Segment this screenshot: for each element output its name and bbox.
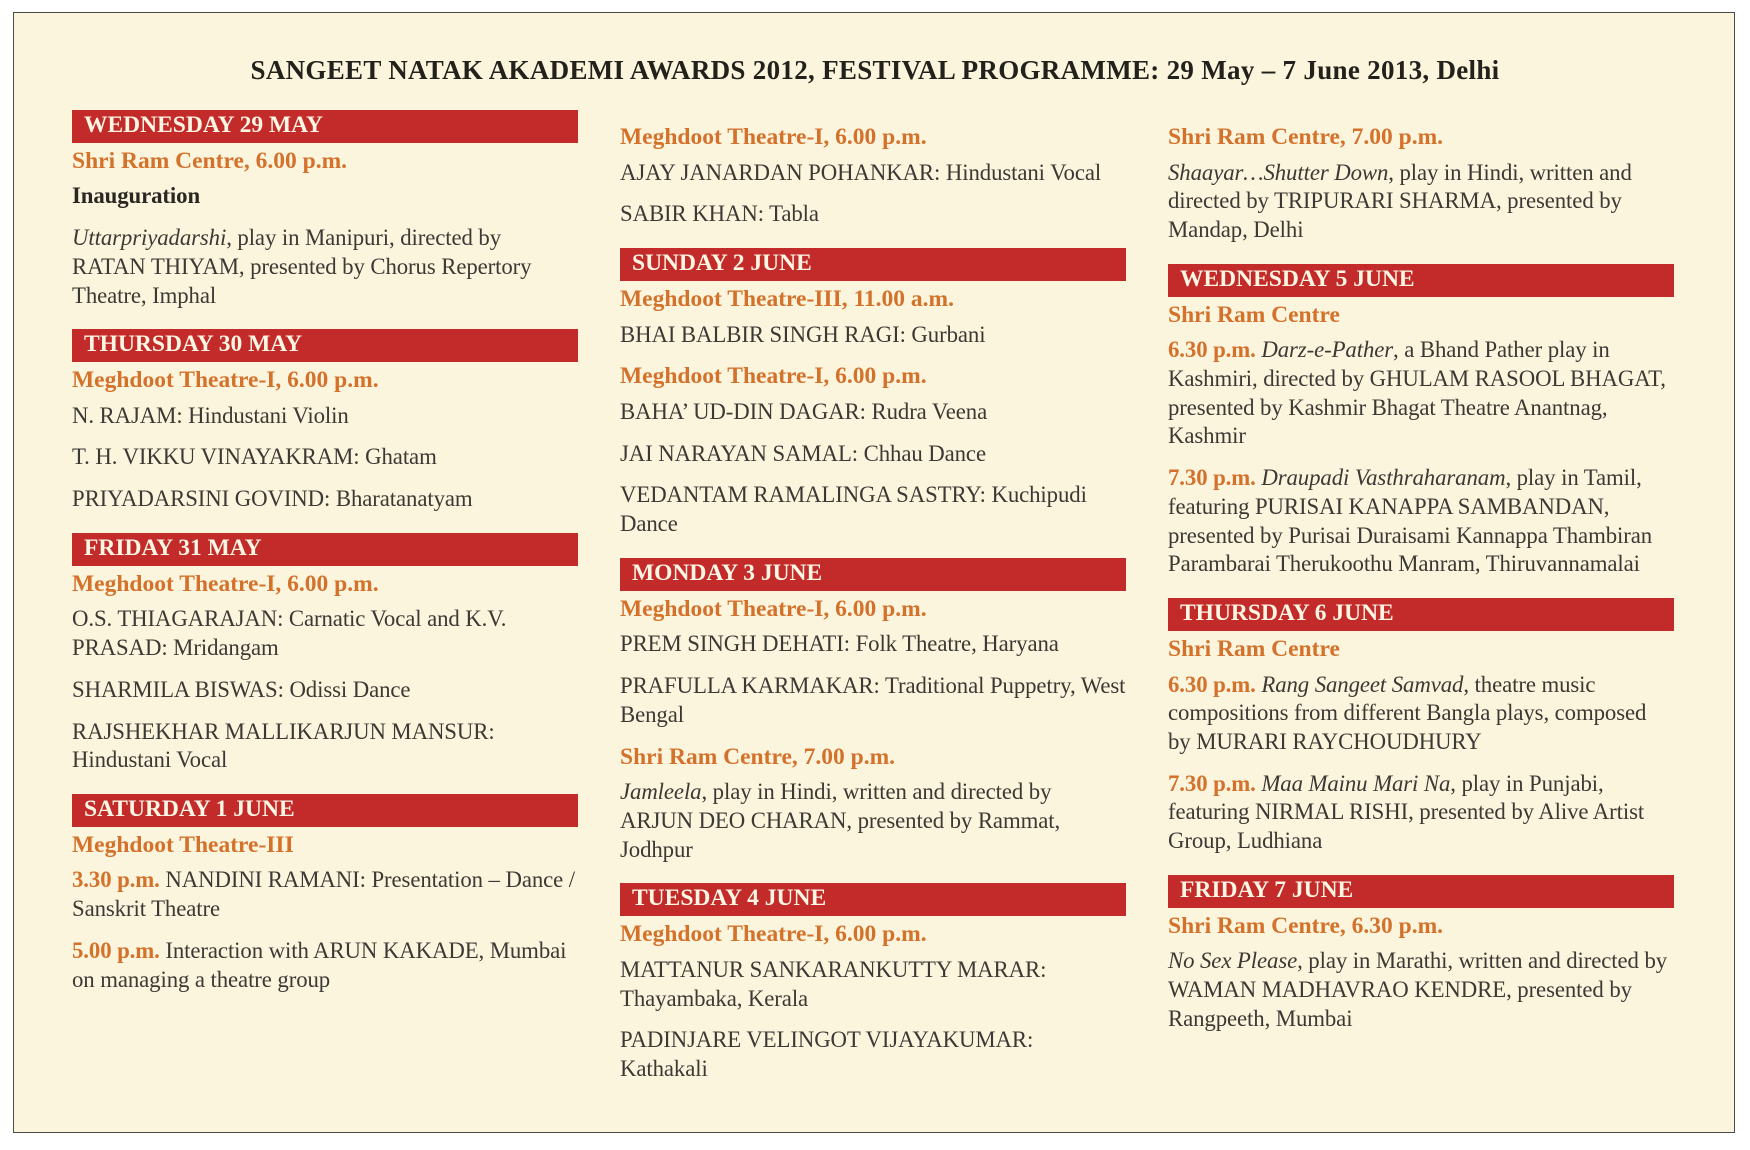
day-header-bar [72,533,578,566]
day-header-label: THURSDAY 30 MAY [84,331,303,358]
day-header-bar [1168,264,1674,297]
event-entry [620,398,1126,427]
event-entry [72,937,578,994]
event-text-time: 7.30 p.m. [1168,770,1262,796]
venue-time-line: Shri Ram Centre, 7.00 p.m. [1168,124,1444,150]
event-text-plain: , play in Manipuri, directed by RATAN THIYAM, presented by Chorus Repertory Theatre, Imphal [72,225,532,308]
day-header-bar [1168,875,1674,908]
venue-time-line: Shri Ram Centre, 6.30 p.m. [1168,912,1444,939]
programme-sheet [13,12,1735,1133]
event-text-plain: , play in Tamil, featuring PURISAI KANAPPA SAMBANDAN, presented by Purisai Duraisami Kannappa Thambiran Parambarai Therukoothu Manram, Thiruvannamalai [1168,465,1653,577]
event-entry [620,778,1126,864]
day-header-label: MONDAY 3 JUNE [632,559,823,586]
day-header-label: FRIDAY 31 MAY [84,534,262,561]
event-text-italic: No Sex Please [1168,948,1298,974]
event-text-plain: JAI NARAYAN SAMAL: Chhau Dance [620,440,986,466]
event-entry [72,605,578,662]
event-entry [1168,770,1674,856]
event-text-italic: Uttarpriyadarshi [72,225,227,251]
event-text-plain: PREM SINGH DEHATI: Folk Theatre, Haryana [620,631,1059,657]
venue-time-line: Meghdoot Theatre-I, 6.00 p.m. [620,363,927,390]
event-entry [1168,159,1674,245]
event-text-plain: T. H. VIKKU VINAYAKRAM: Ghatam [72,444,437,470]
event-text-plain: PRIYADARSINI GOVIND: Bharatanatyam [72,486,473,512]
event-text-italic: Rang Sangeet Samvad [1261,671,1464,697]
venue-time-line: Shri Ram Centre [1168,301,1340,328]
venue-time-line: Meghdoot Theatre-I, 6.00 p.m. [72,367,379,394]
event-entry [72,443,578,472]
day-header-label: WEDNESDAY 5 JUNE [1180,265,1415,292]
venue-time-line: Meghdoot Theatre-I, 6.00 p.m. [620,921,927,948]
event-text-plain: , theatre music compositions from different Bangla plays, composed by MURARI RAYCHOUDHURY [1168,671,1647,754]
event-text-plain: NANDINI RAMANI: Presentation – Dance / Sanskrit Theatre [72,867,576,922]
event-entry [620,956,1126,1013]
event-text-plain: , a Bhand Pather play in Kashmiri, directed by GHULAM RASOOL BHAGAT, presented by Kashmir Bhagat Theatre Anantnag, Kashmir [1168,337,1666,449]
event-text-time: 3.30 p.m. [72,867,166,893]
event-entry [620,1026,1126,1083]
event-text-plain: SABIR KHAN: Tabla [620,201,819,227]
page-title: SANGEET NATAK AKADEMI AWARDS 2012, FESTIVAL PROGRAMME: 29 May – 7 June 2013, Delhi [250,55,1500,85]
event-text-italic: Maa Mainu Mari Na [1261,770,1451,796]
event-text-plain: , play in Punjabi, featuring NIRMAL RISHI, presented by Alive Artist Group, Ludhiana [1168,770,1645,854]
event-text-plain: Interaction with ARUN KAKADE, Mumbai on managing a theatre group [72,937,567,992]
event-entry [620,440,1126,469]
event-entry [620,672,1126,729]
programme-columns [72,110,1678,1097]
event-text-bold: Inauguration [72,183,201,209]
column-3 [1168,110,1674,1046]
venue-time-line: Meghdoot Theatre-I, 6.00 p.m. [72,570,379,597]
event-entry [72,402,578,431]
day-header-label: WEDNESDAY 29 MAY [84,112,323,138]
event-text-italic: Draupadi Vasthraharanam [1261,465,1506,491]
event-text-time: 6.30 p.m. [1168,671,1262,697]
day-header-label: FRIDAY 7 JUNE [1180,876,1354,903]
event-entry [620,159,1126,188]
event-text-plain: BHAI BALBIR SINGH RAGI: Gurbani [620,321,986,347]
event-text-plain: MATTANUR SANKARANKUTTY MARAR: Thayambaka, Kerala [620,956,1047,1011]
day-header-bar [620,248,1126,281]
column-2 [620,110,1126,1097]
event-entry [1168,671,1674,757]
venue-time-line: Meghdoot Theatre-III, 11.00 a.m. [620,285,955,312]
event-text-plain: PADINJARE VELINGOT VIJAYAKUMAR: Kathakali [620,1027,1034,1081]
event-entry [1168,464,1674,579]
event-entry [1168,947,1674,1033]
day-header-bar [72,329,578,362]
day-header-bar [72,110,578,143]
event-text-plain: N. RAJAM: Hindustani Violin [72,402,349,428]
event-text-plain: RAJSHEKHAR MALLIKARJUN MANSUR: Hindustani Vocal [72,718,495,773]
venue-time-line: Meghdoot Theatre-I, 6.00 p.m. [620,595,927,622]
day-header-label: SUNDAY 2 JUNE [632,250,812,277]
day-header-label: THURSDAY 6 JUNE [1180,600,1394,627]
venue-time-line: Meghdoot Theatre-III [72,831,294,858]
event-entry [1168,336,1674,451]
event-text-time: 5.00 p.m. [72,937,166,963]
programme-content [14,13,1734,1097]
day-header-bar [1168,598,1674,631]
event-text-plain: BAHA’ UD-DIN DAGAR: Rudra Veena [620,399,988,425]
day-header-label: SATURDAY 1 JUNE [84,795,295,822]
event-entry [72,866,578,923]
event-text-plain: AJAY JANARDAN POHANKAR: Hindustani Vocal [620,159,1102,185]
day-header-bar [72,794,578,827]
event-text-plain: PRAFULLA KARMAKAR: Traditional Puppetry, West Bengal [620,673,1126,727]
event-entry [72,182,578,211]
event-entry [620,630,1126,659]
event-text-italic: Darz-e-Pather [1261,337,1394,363]
event-text-time: 6.30 p.m. [1168,337,1262,363]
event-text-plain: VEDANTAM RAMALINGA SASTRY: Kuchipudi Dance [620,482,1087,537]
event-entry [72,676,578,705]
venue-time-line: Shri Ram Centre, 6.00 p.m. [72,147,348,174]
venue-time-line: Meghdoot Theatre-I, 6.00 p.m. [620,124,927,150]
venue-time-line: Shri Ram Centre, 7.00 p.m. [620,743,896,770]
event-entry [72,718,578,775]
event-entry [72,224,578,310]
day-header-bar [620,883,1126,916]
column-1 [72,110,578,1007]
event-text-plain: , play in Hindi, written and directed by TRIPURARI SHARMA, presented by Mandap, Delhi [1168,159,1632,243]
day-header-bar [620,558,1126,591]
event-text-time: 7.30 p.m. [1168,465,1262,491]
event-entry [72,485,578,514]
venue-time-line: Shri Ram Centre [1168,635,1340,662]
event-entry [620,200,1126,229]
event-entry [620,321,1126,350]
day-header-label: TUESDAY 4 JUNE [632,885,827,912]
event-text-italic: Shaayar…Shutter Down [1168,159,1389,185]
event-text-plain: O.S. THIAGARAJAN: Carnatic Vocal and K.V. PRASAD: Mridangam [72,606,507,661]
event-entry [620,481,1126,538]
event-text-plain: , play in Marathi, written and directed by WAMAN MADHAVRAO KENDRE, presented by Rangpeeth, Mumbai [1168,948,1668,1031]
event-text-plain: SHARMILA BISWAS: Odissi Dance [72,676,411,702]
event-text-italic: Jamleela [620,779,702,805]
event-text-plain: , play in Hindi, written and directed by ARJUN DEO CHARAN, presented by Rammat, Jodhpur [620,779,1061,862]
